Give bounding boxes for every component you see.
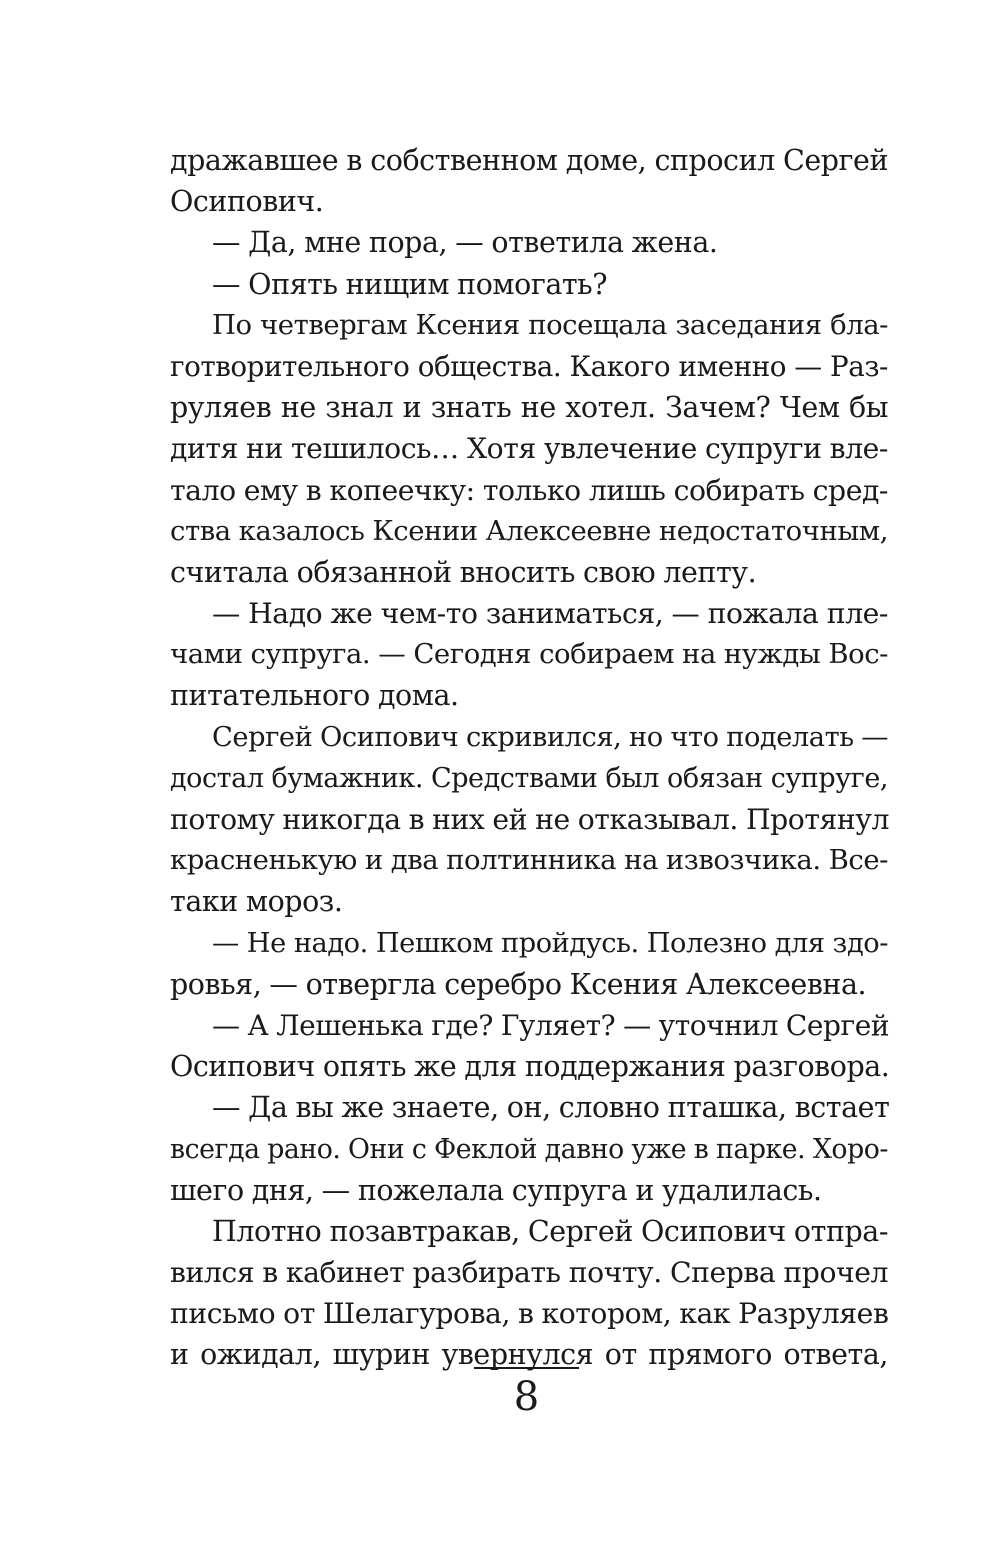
text-line: По четвергам Ксения посещала заседания бла-	[212, 308, 888, 341]
page-number-rule	[474, 1367, 579, 1369]
text-line: ства казалось Ксении Алексеевне недостаточным,	[170, 514, 888, 547]
text-line: — Не надо. Пешком пройдусь. Полезно для здо-	[212, 927, 888, 959]
text-line: потому никогда в них ей не отказывал. Протянул	[170, 803, 889, 836]
text-line: руляев не знал и знать не хотел. Зачем? Чем бы	[170, 391, 888, 425]
text-line: — Да, мне пора, — ответила жена.	[212, 226, 718, 260]
text-line: вился в кабинет разбирать почту. Сперва прочел	[170, 1256, 888, 1290]
text-line: красненькую и два полтинника на извозчика. Все-	[170, 844, 888, 877]
text-line: дитя ни тешилось… Хотя увлечение супруги вле-	[170, 432, 888, 466]
text-line: — Опять нищим помогать?	[212, 267, 608, 301]
text-line: всегда рано. Они с Феклой давно уже в парке. Хоро-	[170, 1133, 888, 1165]
text-line: таки мороз.	[170, 885, 343, 919]
text-line: питательного дома.	[170, 679, 459, 713]
text-line: достал бумажник. Средствами был обязан супруге,	[170, 762, 888, 794]
text-line: ровья, — отвергла серебро Ксения Алексеевна.	[170, 967, 867, 1001]
text-line: — Надо же чем-то заниматься, — пожала пле-	[212, 597, 888, 631]
text-line: чами супруга. — Сегодня собираем на нужды Вос-	[170, 638, 888, 671]
text-line: тало ему в копеечку: только лишь собирать сред-	[170, 473, 888, 507]
body-text	[170, 140, 888, 1376]
page-number: 8	[513, 1374, 540, 1420]
text-line: — А Лешенька где? Гуляет? — уточнил Сергей	[212, 1008, 890, 1042]
text-line: считала обязанной вносить свою лепту.	[170, 555, 757, 589]
text-line: — Да вы же знаете, он, словно пташка, встает	[212, 1091, 890, 1125]
text-line: дражавшее в собственном доме, спросил Сергей	[170, 144, 888, 177]
text-line: Плотно позавтракав, Сергей Осипович отпра-	[212, 1214, 888, 1248]
text-line: письмо от Шелагурова, в котором, как Разруляев	[170, 1297, 889, 1331]
text-line: и ожидал, шурин увернулся от прямого ответа,	[170, 1338, 888, 1372]
text-line: готворительного общества. Какого именно — Раз-	[170, 349, 888, 383]
text-line: шего дня, — пожелала супруга и удалилась.	[170, 1173, 822, 1207]
text-line: Осипович опять же для поддержания разговора.	[170, 1050, 890, 1084]
text-line: Осипович.	[170, 185, 324, 219]
text-line: Сергей Осипович скривился, но что поделать —	[212, 721, 889, 753]
